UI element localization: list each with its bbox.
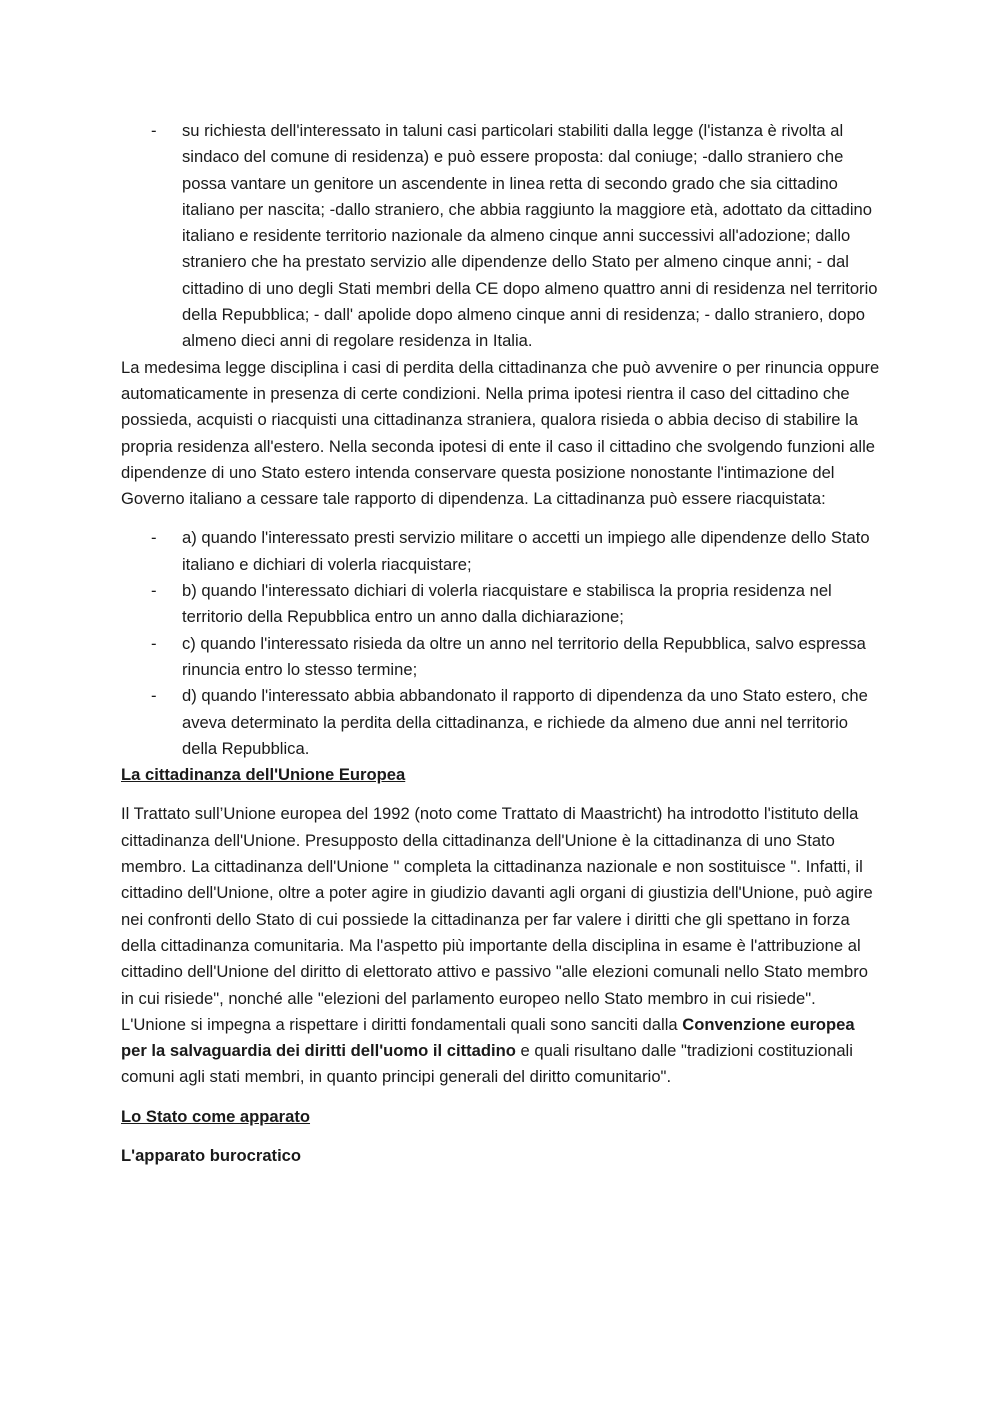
subsection-heading-bureaucracy: L'apparato burocratico: [121, 1145, 302, 1165]
dash-bullet: -: [151, 528, 157, 548]
paragraph-text: e quali risultano dalle "tradizioni costituzionali comuni agli stati membri, in quanto principi generali del diritto comunitario".: [121, 1041, 853, 1087]
dash-bullet: -: [151, 633, 157, 653]
paragraph-loss-of-citizenship: La medesima legge disciplina i casi di perdita della cittadinanza che può avvenire o per rinuncia oppure automaticamente in presenza di certe condizioni. Nella prima ipotesi rientra il caso del cittadino che possieda, acquisti o riacquisti una cittadinanza straniera, qualora risieda o abbia deciso di stabilire la propria residenza all'estero. Nella seconda ipotesi di ente il caso il cittadino che svolgendo funzioni alle dipendenze di uno Stato estero intenda conservare questa posizione nonostante l'intimazione del Governo italiano a cessare tale rapporto di dipendenza. La cittadinanza può essere riacquistata:: [121, 357, 880, 509]
list-item: [121, 118, 881, 355]
list-item-text: su richiesta dell'interessato in taluni casi particolari stabiliti dalla legge (l'istanza è rivolta al sindaco del comune di residenza) e può essere proposta: dal coniuge; -dallo straniero che possa vantare un genitore un ascendente in linea retta di secondo grado che sia cittadino italiano per nascita; -dallo straniero, che abbia raggiunto la maggiore età, adottato da cittadino italiano e residente territorio nazionale da almeno cinque anni successivi all'adozione; dallo straniero che ha prestato servizio alle dipendenze dello Stato per almeno cinque anni; - dal cittadino di uno degli Stati membri della CE dopo almeno quattro anni di residenza nel territorio della Repubblica; - dall' apolide dopo almeno cinque anni di residenza; - dallo straniero, dopo almeno dieci anni di regolare residenza in Italia.: [182, 121, 878, 351]
list-item-text: b) quando l'interessato dichiari di volerla riacquistare e stabilisca la propria residenza nel territorio della Repubblica entro un anno dalla dichiarazione;: [182, 581, 832, 627]
section-heading-state-apparatus: Lo Stato come apparato: [121, 1106, 311, 1126]
reacquisition-list: [121, 525, 881, 762]
list-item: [121, 578, 881, 631]
list-item: [121, 631, 881, 684]
acquisition-list: [121, 118, 881, 355]
dash-bullet: -: [151, 121, 157, 140]
paragraph-eu-citizenship: [121, 801, 881, 1090]
page-content: [121, 118, 881, 1182]
list-item-text: c) quando l'interessato risieda da oltre un anno nel territorio della Repubblica, salvo espressa rinuncia entro lo stesso termine;: [182, 633, 866, 679]
list-item-text: a) quando l'interessato presti servizio militare o accetti un impiego alle dipendenze dello Stato italiano e dichiari di volerla riacquistare;: [182, 528, 870, 574]
section-heading-eu-citizenship: La cittadinanza dell'Unione Europea: [121, 765, 406, 785]
dash-bullet: -: [151, 581, 157, 601]
dash-bullet: -: [151, 686, 157, 706]
list-item: [121, 525, 881, 578]
bold-convention-name: Convenzione europea per la salvaguardia dei diritti dell'uomo il cittadino: [121, 1014, 855, 1061]
list-item: [121, 683, 881, 762]
list-item-text: d) quando l'interessato abbia abbandonato il rapporto di dipendenza da uno Stato estero, che aveva determinato la perdita della cittadinanza, e richiede da almeno due anni nel territorio della Repubblica.: [182, 686, 868, 758]
paragraph-text: Il Trattato sull’Unione europea del 1992 (noto come Trattato di Maastricht) ha introdotto l'istituto della cittadinanza dell'Unione. Presupposto della cittadinanza dell'Unione è la cittadinanza di uno Stato membro. La cittadinanza dell'Unione " completa la cittadinanza nazionale e non sostituisce ". Infatti, il cittadino dell'Unione, oltre a poter agire in giudizio davanti agli organi di giustizia dell'Unione, può agire nei confronti dello Stato di cui possiede la cittadinanza per far valere i diritti che gli spettano in forza della cittadinanza comunitaria. Ma l'aspetto più importante della disciplina in esame è l'attribuzione al cittadino dell'Unione del diritto di elettorato attivo e passivo "alle elezioni comunali nello Stato membro in cui risiede", nonché alle "elezioni del parlamento europeo nello Stato membro in cui risiede". L'Unione si impegna a rispettare i diritti fondamentali quali sono sanciti dalla: [121, 804, 873, 1034]
